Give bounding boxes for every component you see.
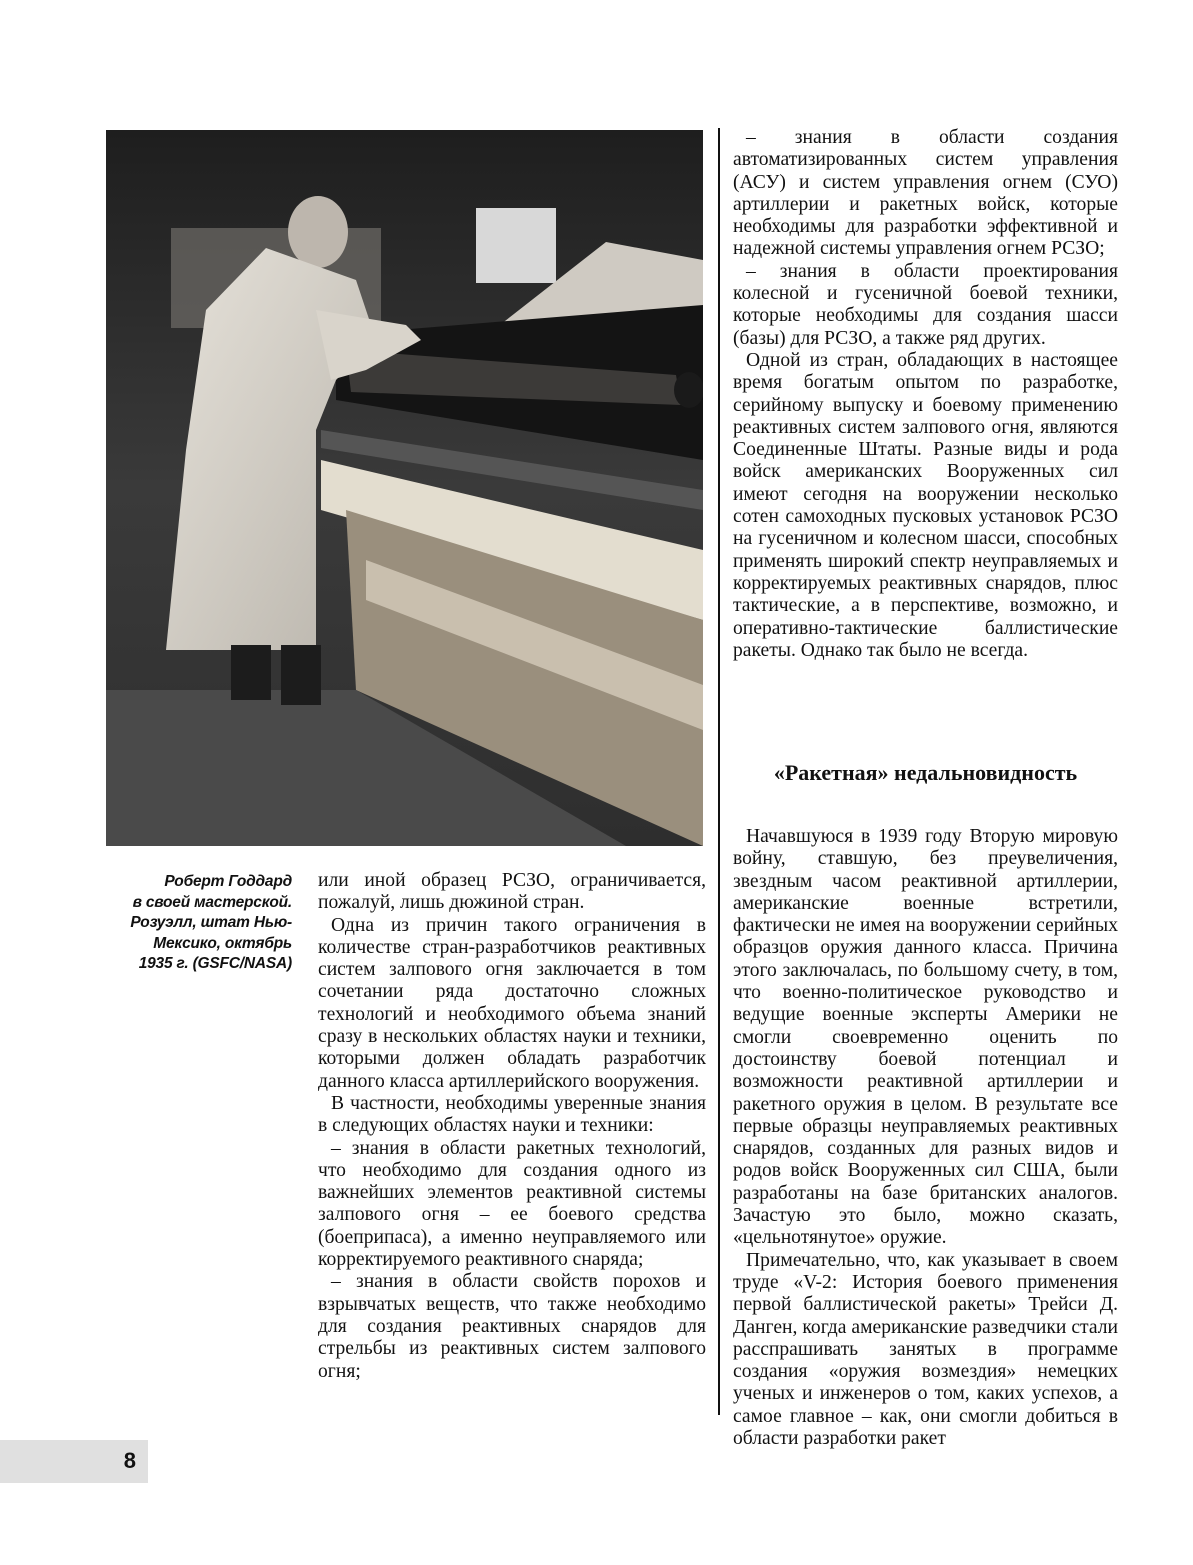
right-column-bottom bbox=[733, 826, 1118, 1450]
paragraph: или иной образец РСЗО, ограничивается, пожалуй, лишь дюжиной стран. bbox=[318, 870, 706, 914]
paragraph: – знания в области ракетных технологий, что необходимо для создания одного из важнейших элементов реактивной системы залпового огня – ее боевого средства (боеприпаса), а именно неуправляемого или корректируемого реактивного снаряда; bbox=[318, 1137, 706, 1271]
photo-illustration bbox=[106, 130, 703, 846]
paragraph: Начавшуюся в 1939 году Вторую мировую войну, ставшую, без преувеличения, звездным часом реактивной артиллерии, американские военные встретили, фактически не имея на вооружении серийных образцов оружия данного класса. Причина этого заключалась, по большому счету, в том, что военно-политическое руководство и ведущие военные эксперты Америки не смогли своевременно оценить по достоинству боевой потенциал и возможности реактивной артиллерии и ракетного оружия в целом. В результате все первые образцы неуправляемых реактивных снарядов, созданных для разных видов и родов войск Вооруженных сил США, были разработаны на базе британских аналогов. Зачастую это было, можно сказать, «цельнотянутое» оружие. bbox=[733, 826, 1118, 1249]
caption-line: Розуэлл, штат Нью- bbox=[130, 914, 292, 931]
page-number: 8 bbox=[123, 1448, 136, 1473]
paragraph: В частности, необходимы уверенные знания в следующих областях науки и техники: bbox=[318, 1092, 706, 1137]
page-number-tab bbox=[0, 1440, 148, 1483]
section-heading: «Ракетная» недальновидность bbox=[773, 760, 1078, 785]
middle-column bbox=[318, 870, 706, 1383]
photo-caption bbox=[110, 872, 292, 975]
paragraph: Одной из стран, обладающих в настоящее время богатым опытом по разработке, серийному выпуску и боевому применению реактивных систем залпового огня, являются Соединенные Штаты. Разные виды и рода войск американских Вооруженных сил имеют сегодня на вооружении несколько сотен самоходных пусковых установок РСЗО на гусеничном и колесном шасси, способных применять широкий спектр неуправляемых и корректируемых реактивных снарядов, плюс тактические, а в перспективе, возможно, и оперативно-тактические баллистические ракеты. Однако так было не всегда. bbox=[733, 349, 1118, 661]
paragraph: – знания в области проектирования колесной и гусеничной боевой техники, которые необходимы для создания шасси (базы) для РСЗО, а также ряд других. bbox=[733, 260, 1118, 349]
caption-line: 1935 г. (GSFC/NASA) bbox=[138, 955, 292, 972]
caption-line: в своей мастерской. bbox=[132, 893, 292, 911]
paragraph: – знания в области создания автоматизированных систем управления (АСУ) и систем управления огнем (СУО) артиллерии и ракетных войск, которые необходимы для разработки эффективной и надежной системы управления огнем РСЗО; bbox=[733, 127, 1118, 260]
column-divider bbox=[718, 128, 720, 1415]
paragraph: Одна из причин такого ограничения в количестве стран-разработчиков реактивных систем залпового огня заключается в том сочетании ряда достаточно сложных технологий и необходимого объема знаний сразу в нескольких областях науки и техники, которыми должен обладать разработчик данного класса артиллерийского вооружения. bbox=[318, 914, 706, 1092]
paragraph: – знания в области свойств порохов и взрывчатых веществ, что также необходимо для создания реактивных снарядов для стрельбы из реактивных систем залпового огня; bbox=[318, 1271, 706, 1382]
goddard-workshop-photo bbox=[106, 130, 703, 846]
caption-line: Мексико, октябрь bbox=[153, 934, 292, 952]
paragraph: Примечательно, что, как указывает в своем труде «V-2: История боевого применения первой баллистической ракеты» Трейси Д. Данген, когда американские разведчики стали расспрашивать занятых в программе создания «оружия возмездия» немецких ученых и инженеров о том, каких успехов, а самое главное – как, они смогли добиться в области разработки ракет bbox=[733, 1249, 1118, 1450]
right-column-top bbox=[733, 127, 1118, 662]
caption-line: Роберт Годдард bbox=[164, 873, 292, 890]
